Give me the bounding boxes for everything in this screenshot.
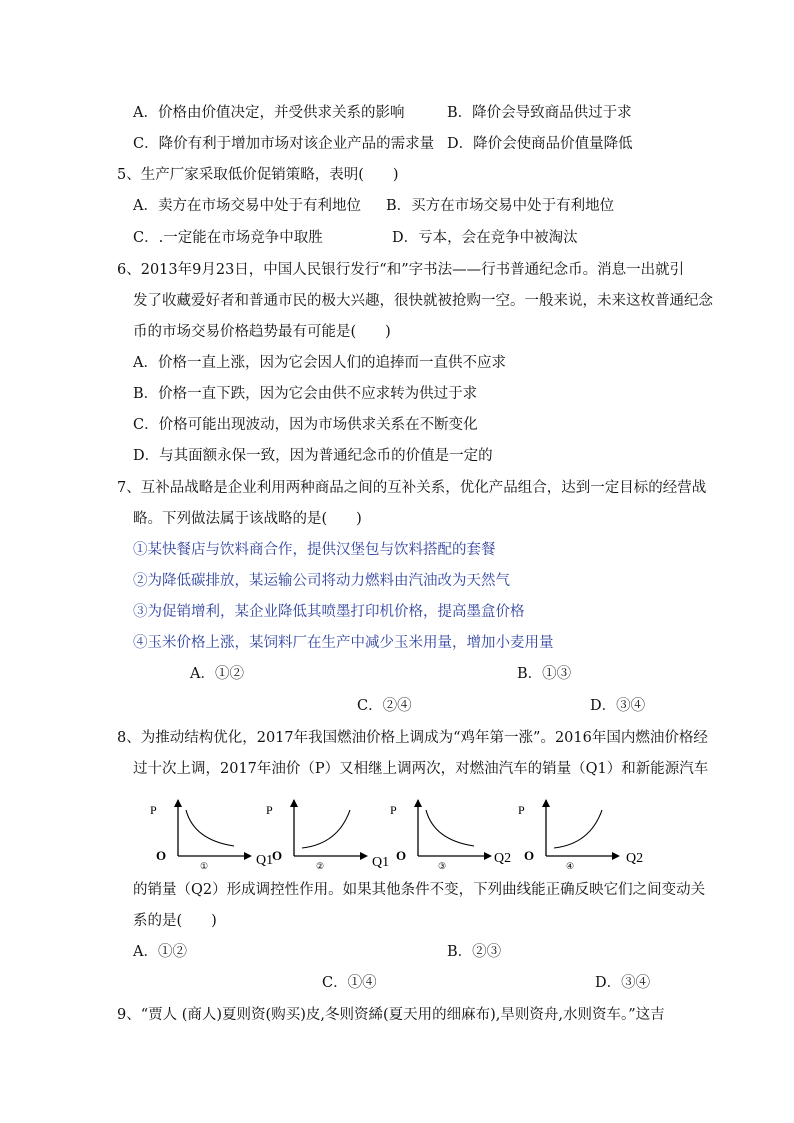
q6-stem-line-3: 币的市场交易价格趋势最有可能是( ) (133, 324, 391, 340)
q7-statement-3: ③为促销增利，某企业降低其喷墨打印机价格，提高墨盒价格 (133, 604, 525, 620)
q6-stem-line-1: 6、2013年9月23日，中国人民银行发行“和”字书法——行书普通纪念币。消息一出就引 (117, 262, 685, 278)
q7-stem-line-2: 略。下列做法属于该战略的是( ) (133, 511, 362, 527)
q6-stem-line-2: 发了收藏爱好者和普通市民的极大兴趣，很快就被抢购一空。一般来说，未来这枚普通纪念 (133, 293, 713, 309)
q6-option-c: C．价格可能出现波动，因为市场供求关系在不断变化 (133, 417, 478, 433)
graph-3 (390, 798, 522, 871)
graph-1-y-label: P (150, 803, 157, 817)
q8-stem-line-1: 8、为推动结构优化，2017年我国燃油价格上调成为“鸡年第一涨”。2016年国内燃油价格经 (117, 730, 708, 746)
graph-1-origin: O (156, 848, 167, 863)
q7-option-d: D．③④ (590, 698, 646, 714)
graph-2 (266, 798, 398, 871)
q4-option-a: A．价格由价值决定，并受供求关系的影响 (133, 105, 405, 121)
graph-3-index: ③ (438, 861, 447, 871)
graph-1-index: ① (200, 861, 209, 871)
q6-option-d: D．与其面额永保一致，因为普通纪念币的价值是一定的 (133, 448, 493, 464)
q8-option-a: A．①② (133, 944, 187, 960)
q8-stem-line-4: 系的是( ) (133, 913, 217, 929)
q5-option-a: A．卖方在市场交易中处于有利地位 (133, 198, 361, 214)
q8-option-c: C．①④ (322, 975, 377, 991)
q8-stem-line-3: 的销量（Q2）形成调控性作用。如果其他条件不变，下列曲线能正确反映它们之间变动关 (133, 882, 706, 898)
graph-4-index: ④ (566, 861, 575, 871)
graph-1-x-label: Q1 (256, 853, 274, 868)
q5-option-b: B．买方在市场交易中处于有利地位 (386, 198, 615, 214)
q5-option-c: C．.一定能在市场竞争中取胜 (133, 230, 323, 246)
q6-option-b: B．价格一直下跌，因为它会由供不应求转为供过于求 (133, 386, 478, 402)
q6-option-a: A．价格一直上涨，因为它会因人们的追捧而一直供不应求 (133, 355, 506, 371)
graph-2-x-label: Q1 (372, 855, 390, 870)
q7-stem-line-1: 7、互补品战略是企业利用两种商品之间的互补关系，优化产品组合，达到一定目标的经营战 (117, 480, 707, 496)
graph-3-x-label: Q2 (494, 851, 512, 866)
q8-option-b: B．②③ (447, 944, 502, 960)
graph-4-origin: O (524, 848, 535, 863)
q8-stem-line-2: 过十次上调，2017年油价（P）又相继上调两次，对燃油汽车的销量（Q1）和新能源汽车 (133, 761, 709, 777)
q7-option-b: B．①③ (517, 666, 572, 682)
q7-statement-2: ②为降低碳排放，某运输公司将动力燃料由汽油改为天然气 (133, 573, 510, 589)
q7-option-a: A．①② (190, 666, 244, 682)
q7-statement-1: ①某快餐店与饮料商合作，提供汉堡包与饮料搭配的套餐 (133, 542, 496, 558)
q4-option-c: C．降价有利于增加市场对该企业产品的需求量 (133, 136, 435, 152)
graph-3-origin: O (396, 848, 407, 863)
graph-4-y-label: P (518, 803, 525, 817)
q4-option-d: D．降价会使商品价值量降低 (447, 136, 633, 152)
q9-stem: 9、“贾人 (商人)夏则资(购买)皮,冬则资絺(夏天用的细麻布),旱则资舟,水则资车。”这吉 (117, 1007, 665, 1023)
graph-3-y-label: P (390, 803, 397, 817)
q8-option-d: D．③④ (595, 975, 651, 991)
graph-1 (150, 798, 282, 871)
q5-stem: 5、生产厂家采取低价促销策略，表明( ) (117, 167, 399, 183)
graph-2-y-label: P (266, 803, 273, 817)
graph-4 (518, 798, 654, 871)
q4-option-b: B．降价会导致商品供过于求 (447, 105, 632, 121)
q5-option-d: D．亏本，会在竞争中被淘汰 (392, 230, 578, 246)
q7-option-c: C．②④ (357, 698, 412, 714)
graph-2-origin: O (272, 848, 283, 863)
graph-4-x-label: Q2 (626, 851, 644, 866)
graph-2-index: ② (316, 861, 325, 871)
q7-statement-4: ④玉米价格上涨，某饲料厂在生产中减少玉米用量，增加小麦用量 (133, 635, 554, 651)
